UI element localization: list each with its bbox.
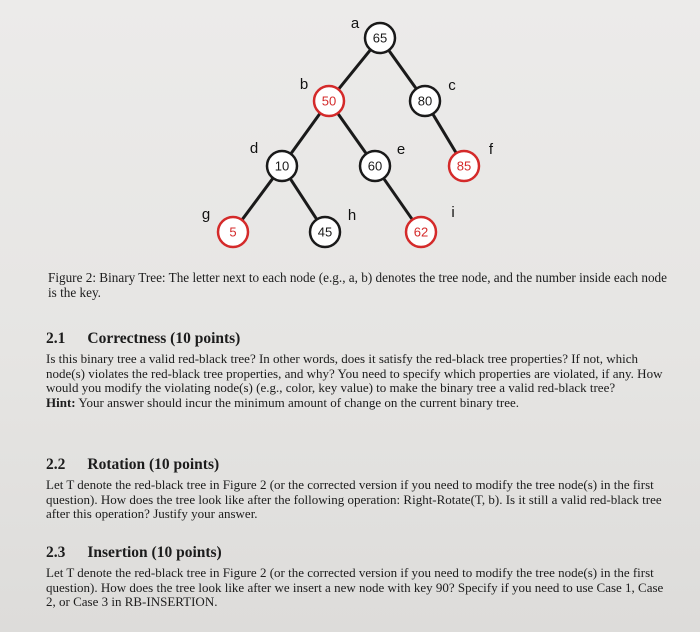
section-number: 2.2: [46, 456, 66, 473]
hint-label: Hint:: [46, 394, 76, 410]
node-key: 60: [367, 158, 383, 174]
node-key: 50: [321, 93, 337, 109]
tree-node-c: [410, 77, 456, 116]
node-letter: e: [396, 141, 406, 158]
tree-edge-b-e: [338, 113, 367, 154]
tree-edge-a-b: [338, 50, 370, 90]
node-letter: d: [249, 140, 259, 157]
section-heading: [46, 330, 666, 348]
section-title: Insertion (10 points): [87, 544, 222, 561]
node-letter: b: [299, 76, 309, 93]
node-letter: f: [488, 141, 494, 158]
section-heading: [46, 544, 666, 562]
figure-caption: Figure 2: Binary Tree: The letter next to each node (e.g., a, b) denotes the tree node, and the number inside each node is the key.: [48, 270, 668, 300]
tree-edge-c-f: [433, 114, 457, 153]
tree-edge-b-d: [291, 113, 320, 154]
node-key: 10: [274, 158, 290, 174]
question-text: Is this binary tree a valid red-black tree? In other words, does it satisfy the red-black tree properties? If not, which node(s) violates the red-black tree properties, and why? You need to specify which properties are violated, if any. How would you modify the violating node(s) (e.g., color, key value) to make the binary tree a valid red-black tree?: [46, 351, 663, 396]
node-letter: g: [201, 206, 211, 223]
tree-node-i: [406, 204, 455, 247]
section-title: Correctness (10 points): [87, 330, 241, 347]
node-letter: i: [451, 204, 455, 221]
node-key: 62: [413, 224, 429, 240]
section-2-1: [46, 330, 666, 410]
tree-node-e: [360, 141, 405, 181]
tree-nodes: [202, 15, 494, 247]
question-text: Let T denote the red-black tree in Figure 2 (or the corrected version if you need to modify the tree node(s) in the first question). How does the tree look like after we insert a new node with key 90? Specify if you need to use Case 1, Case 2, or Case 3 in RB-INSERTION.: [46, 565, 664, 610]
tree-edge-d-h: [290, 179, 317, 220]
tree-node-f: [449, 141, 494, 181]
tree-node-a: [351, 15, 395, 53]
node-key: 65: [372, 30, 388, 46]
tree-edges: [242, 50, 456, 220]
section-2-3: [46, 544, 666, 610]
tree-node-d: [250, 140, 297, 181]
node-letter: c: [448, 77, 456, 94]
section-number: 2.1: [46, 330, 66, 347]
node-letter: h: [347, 207, 357, 224]
tree-edge-a-c: [389, 50, 417, 89]
section-heading: [46, 456, 666, 474]
section-title: Rotation (10 points): [87, 456, 220, 473]
node-key: 5: [229, 224, 237, 240]
section-body: [46, 352, 666, 410]
binary-tree-figure: [0, 0, 700, 262]
node-key: 85: [456, 158, 472, 174]
tree-node-b: [300, 76, 344, 116]
question-text: Let T denote the red-black tree in Figure 2 (or the corrected version if you need to modify the tree node(s) in the first question). How does the tree look like after the following operation: Right-Rotate(T, b). Is it still a valid red-black tree after this operation? Justify your answer.: [46, 477, 662, 522]
tree-node-h: [310, 207, 356, 247]
section-number: 2.3: [46, 544, 66, 561]
node-key: 45: [317, 224, 333, 240]
node-key: 80: [417, 93, 433, 109]
tree-node-g: [202, 206, 248, 247]
tree-edge-d-g: [242, 178, 273, 220]
node-letter: a: [350, 15, 360, 32]
tree-edge-e-i: [384, 178, 413, 219]
section-2-2: [46, 456, 666, 522]
hint-text: Your answer should incur the minimum amount of change on the current binary tree.: [78, 394, 519, 410]
